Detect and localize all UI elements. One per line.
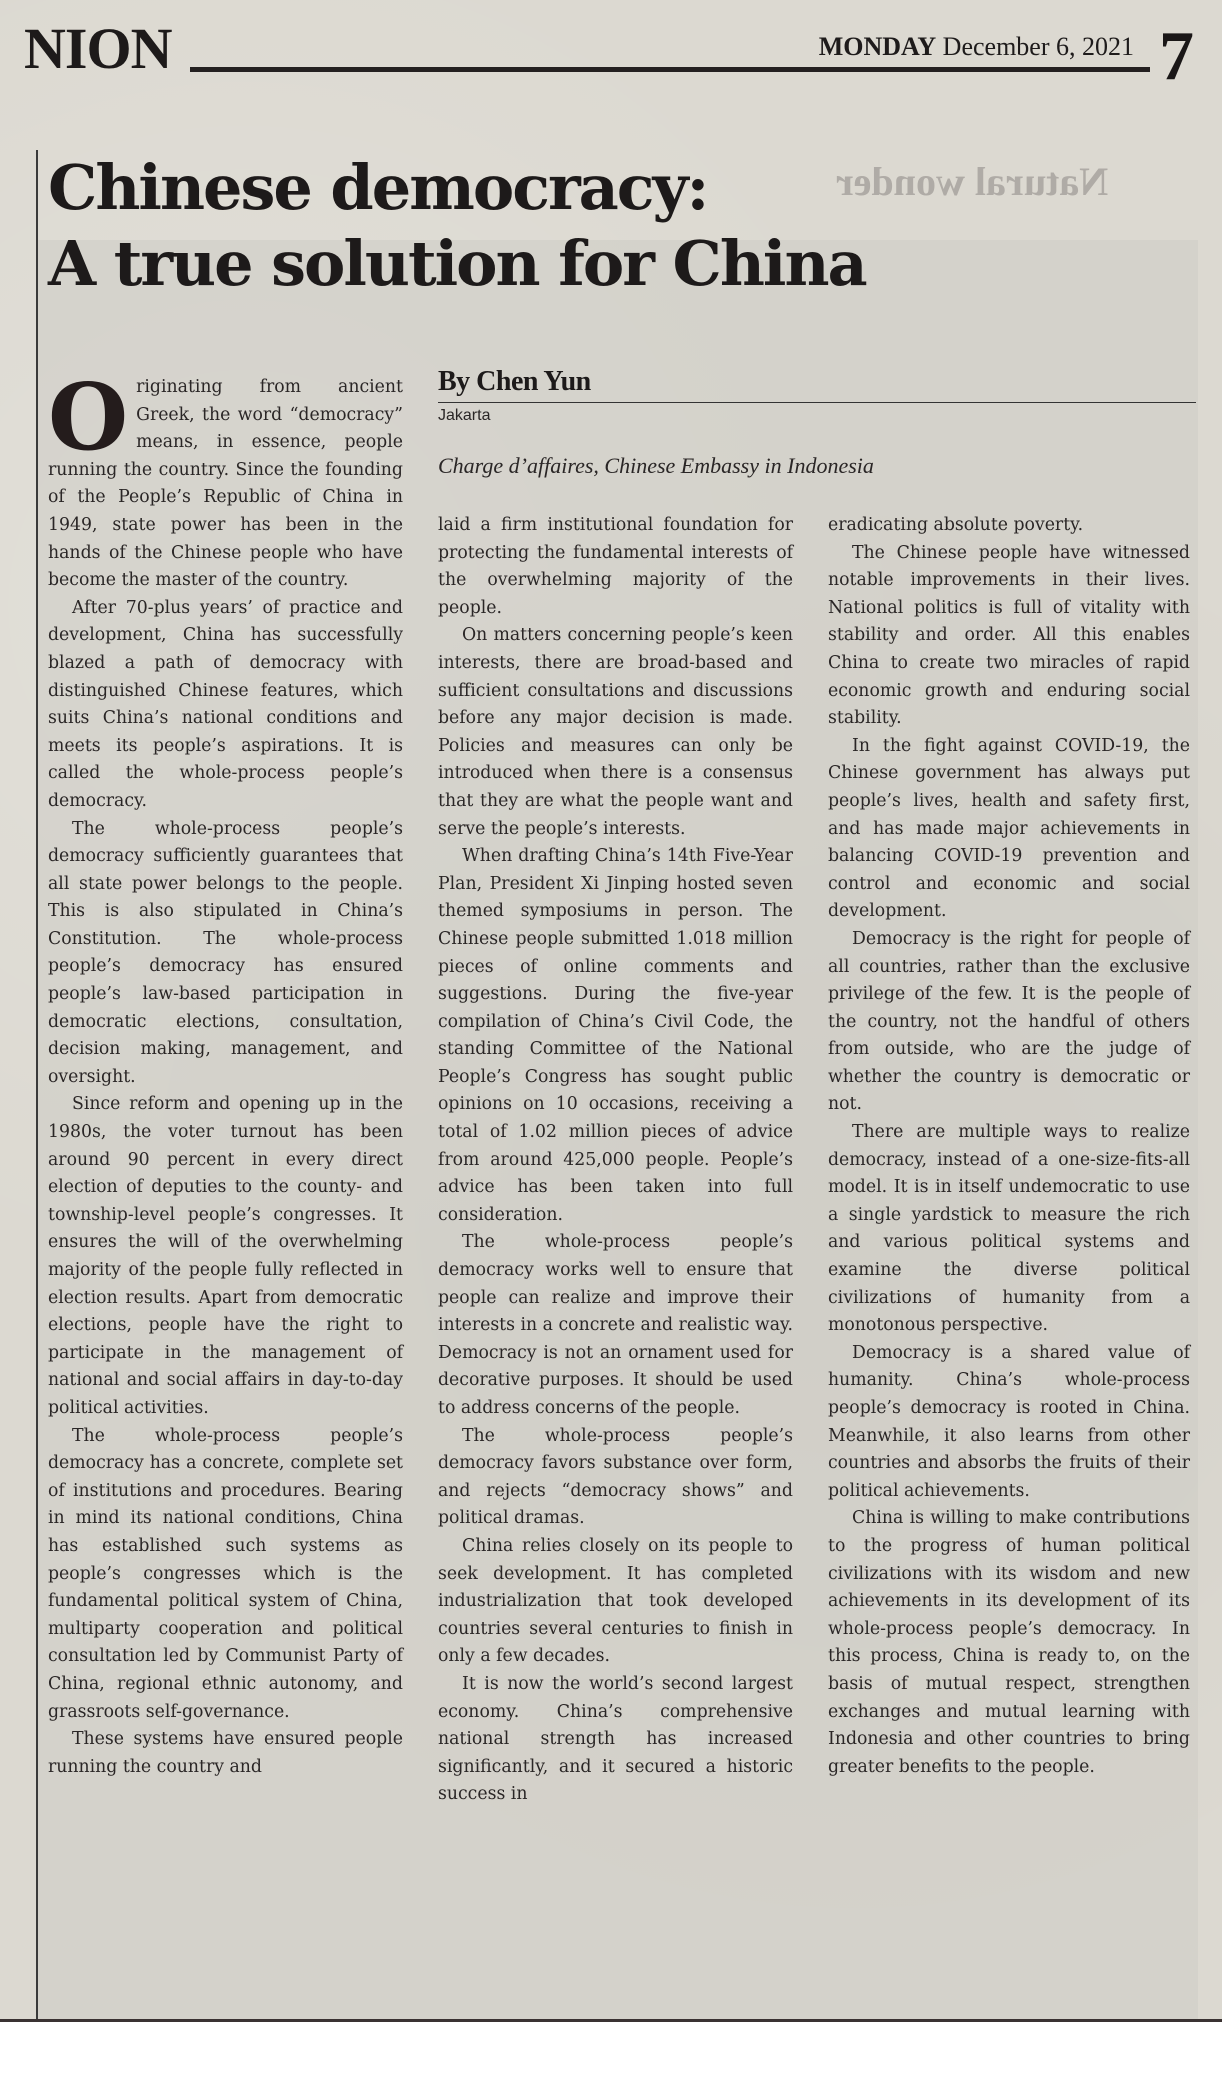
drop-cap: O [48,363,129,471]
paragraph: After 70-plus years’ of practice and development, China has successfully blazed a path of democracy with distinguished Chinese features, which suits China’s national conditions and meets its people’s aspirations. It is called the whole-process people’s democracy. [48,597,403,811]
issue-day: MONDAY [818,32,937,61]
section-name: NION [24,16,172,81]
headline-line-1: Chinese democracy: [48,151,708,224]
headline [48,150,866,302]
paragraph: In the fight against COVID-19, the Chinese government has always put people’s lives, health and safety first, and has made major achievements in balancing COVID-19 prevention and control and economic and social development. [828,735,1190,922]
paragraph: On matters concerning people’s keen interests, there are broad-based and sufficient consultations and discussions before any major decision is made. Policies and measures can only be introduced when there is a consensus that they are what the people want and serve the people’s interests. [438,625,793,839]
paragraph: The whole-process people’s democracy has a concrete, complete set of institutions and procedures. Bearing in mind its national conditions, China has established such systems as people’s congresses which is the fundamental political system of China, multiparty cooperation and political consultation led by Communist Party of China, regional ethnic autonomy, and grassroots self-governance. [48,1425,403,1722]
paragraph: The whole-process people’s democracy favors substance over form, and rejects “democracy shows” and political dramas. [438,1425,793,1529]
paragraph: There are multiple ways to realize democracy, instead of a one-size-fits-all model. It is in itself undemocratic to use a single yardstick to measure the rich and various political systems and examine the diverse political civilizations of humanity from a monotonous perspective. [828,1122,1190,1336]
paragraph: laid a firm institutional foundation for protecting the fundamental interests of the overwhelming majority of the people. [438,515,793,618]
paragraph: eradicating absolute poverty. [828,515,1084,535]
headline-line-2: A true solution for China [48,227,866,300]
paragraph: Democracy is the right for people of all countries, rather than the exclusive privilege of the few. It is the people of the country, not the handful of others from outside, who are the judge of whether the country is democratic or not. [828,928,1190,1115]
paragraph: China is willing to make contributions to the progress of human political civilizations with its wisdom and new achievements in its development of its whole-process people’s democracy. In this process, China is ready to, on the basis of mutual respect, strengthen exchanges and mutual learning with Indonesia and other countries to bring greater benefits to the people. [828,1508,1190,1777]
article-column-3 [828,512,1190,1781]
header-rule [190,67,1150,72]
byline [438,368,1196,479]
paragraph: riginating from ancient Greek, the word “democracy” means, in essence, people running the country. Since the founding of the People’s Republic of China in 1949, state power has been in the hands of the Chinese people who have become the master of the country. [48,377,403,591]
dateline-location: Jakarta [438,407,491,424]
paragraph: The whole-process people’s democracy sufficiently guarantees that all state power belongs to the people. This is also stipulated in China’s Constitution. The whole-process people’s democracy has ensured people’s law-based participation in democratic elections, consultation, decision making, management, and oversight. [48,818,403,1087]
left-column-rule [36,150,38,2020]
author-name: By Chen Yun [438,368,1196,403]
article-column-2 [438,512,793,1809]
issue-date [819,34,1134,60]
issue-date-text: December 6, 2021 [942,32,1134,61]
paragraph: These systems have ensured people running the country and [48,1729,403,1777]
paragraph: The Chinese people have witnessed notable improvements in their lives. National politics is full of vitality with stability and order. All this enables China to create two miracles of rapid economic growth and enduring social stability. [828,542,1190,729]
article-column-1 [48,363,403,1781]
paragraph: Democracy is a shared value of humanity. China’s whole-process people’s democracy is rooted in China. Meanwhile, it also learns from other countries and absorbs the fruits of their political achievements. [828,1342,1190,1501]
paragraph: It is now the world’s second largest economy. China’s comprehensive national strength has increased significantly, and it secured a historic success in [438,1673,793,1805]
author-role: Charge d’affaires, Chinese Embassy in Indonesia [438,453,874,478]
page-number: 7 [1159,18,1194,95]
bleed-through-text: Natural wonder [836,159,1109,204]
paragraph: Since reform and opening up in the 1980s, the voter turnout has been around 90 percent in every direct election of deputies to the county- and township-level people’s congresses. It ensures the will of the overwhelming majority of the people fully reflected in election results. Apart from democratic elections, people have the right to participate in the management of national and social affairs in day-to-day political activities. [48,1094,403,1418]
paragraph: China relies closely on its people to seek development. It has completed industrialization that took developed countries several centuries to finish in only a few decades. [438,1535,793,1667]
bottom-rule [0,2019,1222,2022]
paragraph: The whole-process people’s democracy works well to ensure that people can realize and improve their interests in a concrete and realistic way. Democracy is not an ornament used for decorative purposes. It should be used to address concerns of the people. [438,1232,793,1418]
paragraph: When drafting China’s 14th Five-Year Plan, President Xi Jinping hosted seven themed symposiums in person. The Chinese people submitted 1.018 million pieces of online comments and suggestions. During the five-year compilation of China’s Civil Code, the standing Committee of the National People’s Congress has sought public opinions on 10 occasions, receiving a total of 1.02 million pieces of advice from around 425,000 people. People’s advice has been taken into full consideration. [438,846,793,1225]
